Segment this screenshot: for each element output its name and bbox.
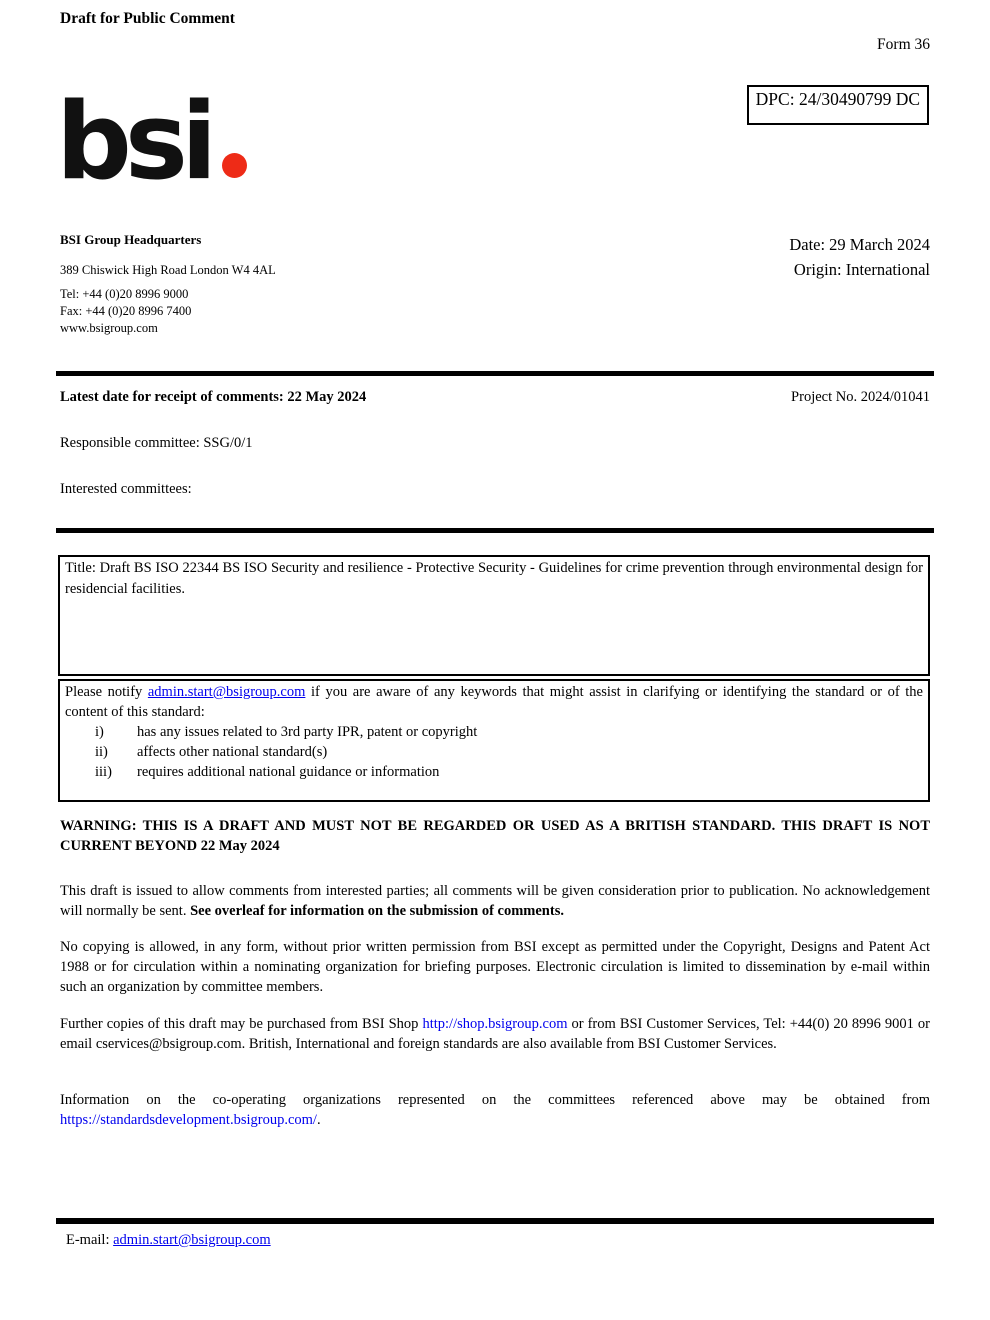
bsi-logo	[56, 80, 247, 224]
keyword-item-number: ii)	[95, 744, 108, 760]
cooperating-organizations-paragraph	[60, 1090, 930, 1130]
comments-deadline-row	[60, 389, 930, 406]
notify-email-link[interactable]: admin.start@bsigroup.com	[147, 684, 306, 700]
keyword-item	[65, 742, 923, 762]
hq-address-block	[60, 231, 276, 337]
footer-email-link[interactable]: admin.start@bsigroup.com	[113, 1232, 271, 1248]
bsi-logo-text: bsi	[56, 80, 211, 203]
hq-website: www.bsigroup.com	[60, 321, 158, 335]
draft-status-label: Draft for Public Comment	[60, 10, 235, 27]
title-box	[58, 555, 930, 676]
notify-intro-post: if you are aware of any keywords that might assist in clarifying or identifying the standard or of the content of this standard:	[65, 684, 923, 720]
bsi-shop-link[interactable]: http://shop.bsigroup.com	[422, 1016, 568, 1032]
keyword-item-number: i)	[95, 724, 104, 740]
interested-committees: Interested committees:	[60, 481, 192, 497]
standards-development-link[interactable]: https://standardsdevelopment.bsigroup.com/	[60, 1112, 317, 1128]
date-origin-block	[789, 232, 930, 282]
no-copying-paragraph: No copying is allowed, in any form, without prior written permission from BSI except as permitted under the Copyright, Designs and Patent Act 1988 or for circulation within a nominating organization for briefing purposes. Electronic circulation is limited to dissemination by e-mail within such an organization by committee members.	[60, 939, 930, 995]
keyword-item	[65, 722, 923, 742]
divider-rule-footer	[56, 1218, 934, 1224]
p4-pre: Information on the co-operating organizations represented on the committees referenced above may be obtained from	[60, 1092, 930, 1108]
keywords-notify-box	[58, 679, 930, 802]
bsi-logo-red-dot-icon	[222, 153, 247, 178]
p3-post: or from BSI Customer Services, Tel: +44(0) 20 8996 9001 or email cservices@bsigroup.com. British, International and foreign standards are also available from BSI Customer Services.	[60, 1016, 931, 1052]
origin: Origin: International	[793, 260, 930, 279]
keyword-item-text: affects other national standard(s)	[137, 744, 328, 760]
notify-intro-pre: Please notify	[65, 684, 148, 700]
hq-title: BSI Group Headquarters	[60, 232, 202, 247]
dpc-reference-text: DPC: 24/30490799 DC	[755, 89, 920, 109]
divider-rule-middle	[56, 528, 934, 533]
keyword-item-text: requires additional national guidance or information	[137, 764, 440, 780]
hq-tel: Tel: +44 (0)20 8996 9000	[60, 287, 189, 301]
draft-warning-text: WARNING: THIS IS A DRAFT AND MUST NOT BE REGARDED OR USED AS A BRITISH STANDARD. THIS DRAFT IS NOT CURRENT BEYOND 22 May 2024	[60, 818, 930, 854]
hq-street-address: 389 Chiswick High Road London W4 4AL	[60, 263, 276, 277]
notify-intro	[65, 682, 923, 722]
dpc-reference-box	[747, 85, 929, 125]
footer-email-row	[66, 1232, 271, 1249]
comments-consideration-paragraph	[60, 881, 930, 921]
p4-post: .	[316, 1112, 321, 1128]
p1-overleaf-note: See overleaf for information on the submission of comments.	[190, 903, 564, 919]
footer-email-label: E-mail:	[66, 1232, 114, 1248]
form-number: Form 36	[877, 36, 930, 53]
keyword-item-text: has any issues related to 3rd party IPR, patent or copyright	[137, 724, 478, 740]
divider-rule-top	[56, 371, 934, 376]
p3-pre: Further copies of this draft may be purchased from BSI Shop	[60, 1016, 423, 1032]
hq-fax: Fax: +44 (0)20 8996 7400	[60, 304, 192, 318]
keyword-item-number: iii)	[95, 764, 112, 780]
latest-comments-date: Latest date for receipt of comments: 22 May 2024	[60, 389, 367, 405]
standard-title-text: Title: Draft BS ISO 22344 BS ISO Security and resilience - Protective Security - Guidelines for crime prevention through environmental design for residencial facilities.	[65, 560, 923, 597]
further-copies-paragraph	[60, 1014, 930, 1054]
responsible-committee: Responsible committee: SSG/0/1	[60, 435, 253, 451]
keyword-item	[65, 762, 923, 782]
issue-date: Date: 29 March 2024	[789, 235, 930, 254]
project-number: Project No. 2024/01041	[791, 389, 930, 405]
p1-normal: This draft is issued to allow comments from interested parties; all comments will be given consideration prior to publication. No acknowledgement will normally be sent.	[60, 883, 930, 919]
